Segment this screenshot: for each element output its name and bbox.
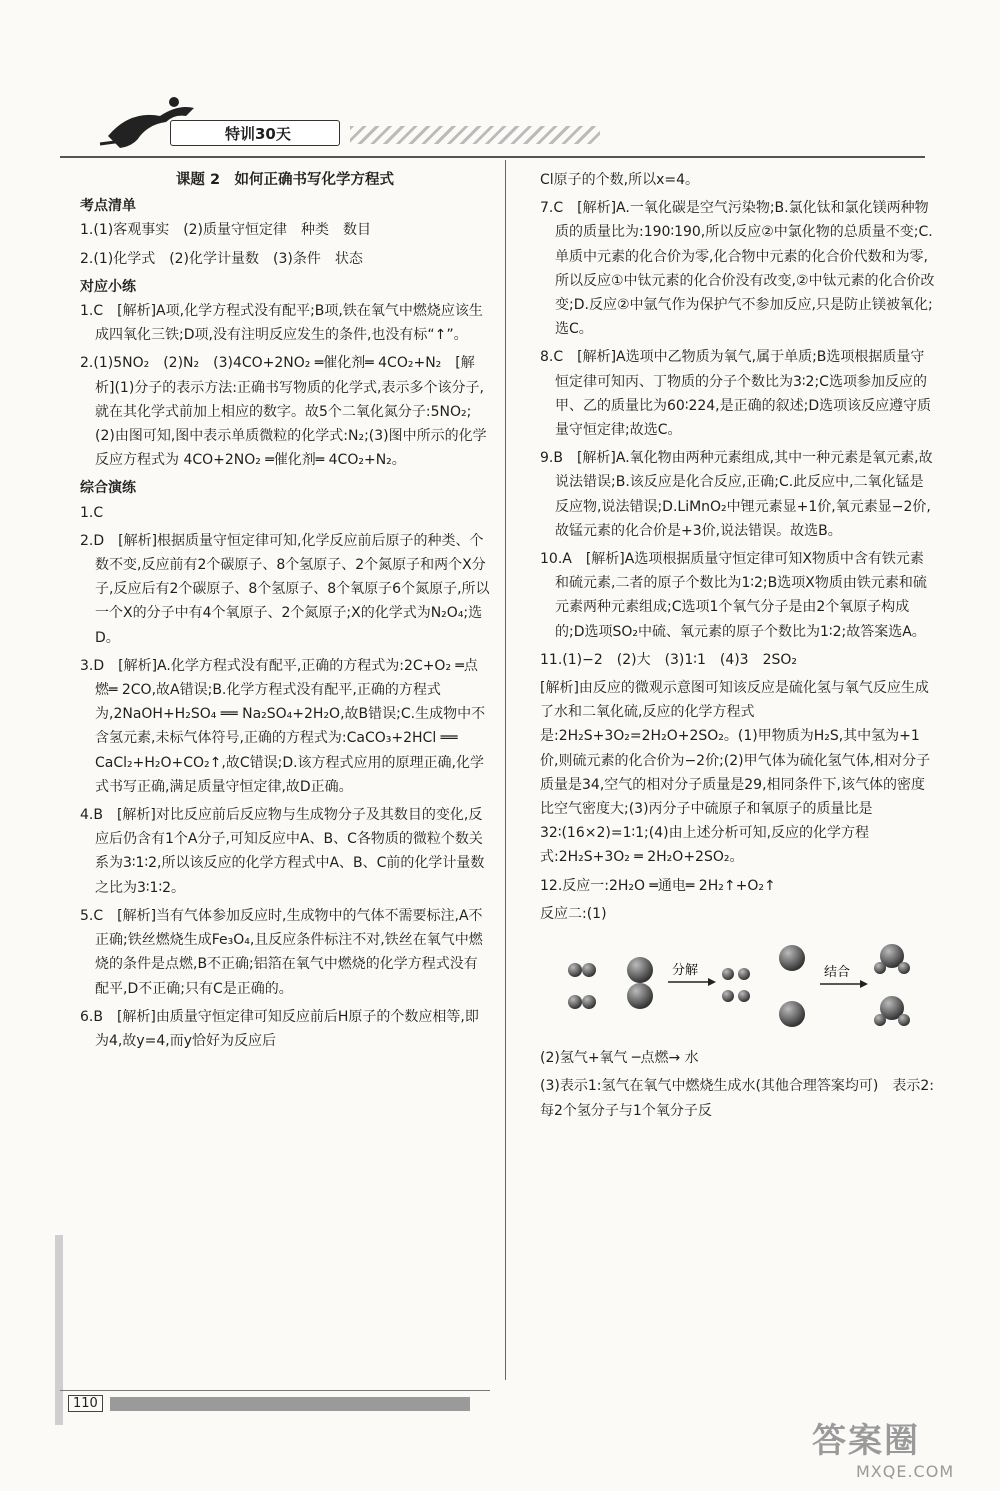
header-rule [60,156,925,158]
page-number: 110 [68,1395,103,1412]
column-divider [505,160,506,1380]
series-badge: 特训30天 [170,120,340,146]
footer-rule [60,1390,490,1391]
answer-d2: 2.(1)5NO₂ (2)N₂ (3)4CO+2NO₂ ═催化剂═ 4CO₂+N₂ [解析](1)分子的表示方法:正确书写物质的化学式,表示多个该分子,就在其化学式前加上相应的数字。故5个二氧化氮分子:5NO₂;(2)由图可知,图中表示单质微粒的化学式:N₂;(3)图中所示的化学反应方程式为 4CO+2NO₂ ═催化剂═ 4CO₂+N₂。 [80,355,487,469]
header-hatch-decoration [350,126,600,144]
section-heading-kaodian: 考点清单 [80,198,136,215]
molecule-diagram-svg [540,932,935,1042]
answer-r7: 7.C [解析]A.一氧化碳是空气污染物;B.氯化钛和氯化镁两种物质的质量比为:190∶190,所以反应②中氯化物的总质量不变;C.单质中元素的化合价为零,化合物中元素的化合价代数和为零,所以反应①中钛元素的化合价没有改变,②中钛元素的化合价改变;D.反应②中氩气作为保护气不参加反应,只是防止镁被氧化;选C。 [540,200,935,338]
answer-z3: 3.D [解析]A.化学方程式没有配平,正确的方程式为:2C+O₂ ═点燃═ 2CO,故A错误;B.化学方程式没有配平,正确的方程式为,2NaOH+H₂SO₄ ══ Na₂SO₄+2H₂O,故B错误;C.生成物中不含氢元素,未标气体符号,正确的方程式为:CaCO₃+2HCl ══ CaCl₂+H₂O+CO₂↑,故C错误;D.该方程式应用的原理正确,化学式书写正确,满足质量守恒定律,故D正确。 [80,657,486,795]
footer-bar-decoration [110,1397,470,1411]
separated-atoms-icon [722,968,750,1002]
molecule-diagram [540,932,935,1042]
answer-z1: 1.C [80,504,104,521]
watermark-title: 答案圈 [812,1421,920,1461]
section-heading-zonghe: 综合演练 [80,480,136,497]
site-watermark [812,1413,982,1481]
answer-r12d: (3)表示1:氢气在氧气中燃烧生成水(其他合理答案均可) 表示2:每2个氢分子与1个氧分子反 [540,1078,935,1119]
answer-z4: 4.B [解析]对比反应前后反应物与生成物分子及其数目的变化,反应后仍含有1个A分子,可知反应中A、B、C各物质的微粒个数关系为3∶1∶2,所以该反应的化学方程式中A、B、C前的化学计量数之比为3∶1∶2。 [80,807,485,896]
hydrogen-molecules-icon [568,963,596,1009]
answer-r8: 8.C [解析]A选项中乙物质为氧气,属于单质;B选项根据质量守恒定律可知丙、丁物质的分子个数比为3∶2;C选项参加反应的甲、乙的质量比为60∶224,是正确的叙述;D选项该反应遵守质量守恒定律;故选C。 [540,349,932,439]
answer-r0: Cl原子的个数,所以x=4。 [540,172,700,188]
answer-k1: 1.(1)客观事实 (2)质量守恒定律 种类 数目 [80,222,372,239]
left-column [80,168,490,1057]
answer-z5: 5.C [解析]当有气体参加反应时,生成物中的气体不需要标注,A不正确;铁丝燃烧生成Fe₃O₄,且反应条件标注不对,铁丝在氧气中燃烧的条件是点燃,B不正确;铝箔在氧气中燃烧的化学方程式没有配平,D不正确;只有C是正确的。 [80,907,483,997]
answer-r11b: [解析]由反应的微观示意图可知该反应是硫化氢与氧气反应生成了水和二氧化硫,反应的化学方程式是:2H₂S+3O₂=2H₂O+2SO₂。(1)甲物质为H₂S,其中氢为+1价,则硫元素的化合价为−2价;(2)甲气体为硫化氢气体,相对分子质量是34,空气的相对分子质量是29,相同条件下,该气体的密度比空气密度大;(3)丙分子中硫原子和氧原子的质量比是32∶(16×2)=1∶1;(4)由上述分析可知,反应的化学方程式:2H₂S+3O₂ ═ 2H₂O+2SO₂。 [540,680,931,866]
answer-r10: 10.A [解析]A选项根据质量守恒定律可知X物质中含有铁元素和硫元素,二者的原子个数比为1∶2;B选项X物质由铁元素和硫元素两种元素组成;C选项1个氧气分子是由2个氧原子构成的;D选项SO₂中硫、氧元素的原子个数比为1∶2;故答案选A。 [540,551,927,640]
page-header [60,92,940,160]
lesson-title: 课题 2 如何正确书写化学方程式 [175,172,395,188]
answer-d1: 1.C [解析]A项,化学方程式没有配平;B项,铁在氧气中燃烧应该生成四氧化三铁;D项,没有注明反应发生的条件,也没有标“↑”。 [80,303,483,344]
answer-r11a: 11.(1)−2 (2)大 (3)1∶1 (4)3 2SO₂ [540,651,798,668]
watermark-url: MXQE.COM [856,1462,955,1481]
right-column [540,168,935,1127]
answer-r9: 9.B [解析]A.氧化物由两种元素组成,其中一种元素是氧元素,故说法错误;B.该反应是化合反应,正确;C.此反应中,二氧化锰是反应物,说法错误;D.LiMnO₂中锂元素显+1价,氧元素显−2价,故锰元素的化合价是+3价,说法错误。故选B。 [540,450,933,539]
arrow-label-combine: 结合 [824,965,851,981]
oxygen-molecule-icon [627,957,653,1009]
section-heading-duiying: 对应小练 [80,278,136,295]
answer-k2: 2.(1)化学式 (2)化学计量数 (3)条件 状态 [80,250,363,267]
water-molecules-icon [874,944,910,1026]
arrow-label-decompose: 分解 [672,963,699,979]
answer-z6: 6.B [解析]由质量守恒定律可知反应前后H原子的个数应相等,即为4,故y=4,而y恰好为反应后 [80,1008,479,1049]
answer-r12c: (2)氢气+氧气 ─点燃→ 水 [540,1050,699,1067]
answer-z2: 2.D [解析]根据质量守恒定律可知,化学反应前后原子的种类、个数不变,反应前有2个碳原子、8个氢原子、2个氮原子和两个X分子,反应后有2个碳原子、8个氢原子、8个氧原子6个氮原子,所以一个X的分子中有4个氧原子、2个氮原子;X的化学式为N₂O₄;选D。 [80,532,490,646]
answer-r12a: 12.反应一:2H₂O ═通电═ 2H₂↑+O₂↑ [540,877,776,894]
margin-bar-decoration [55,1235,63,1425]
answer-r12b: 反应二:(1) [540,905,607,922]
